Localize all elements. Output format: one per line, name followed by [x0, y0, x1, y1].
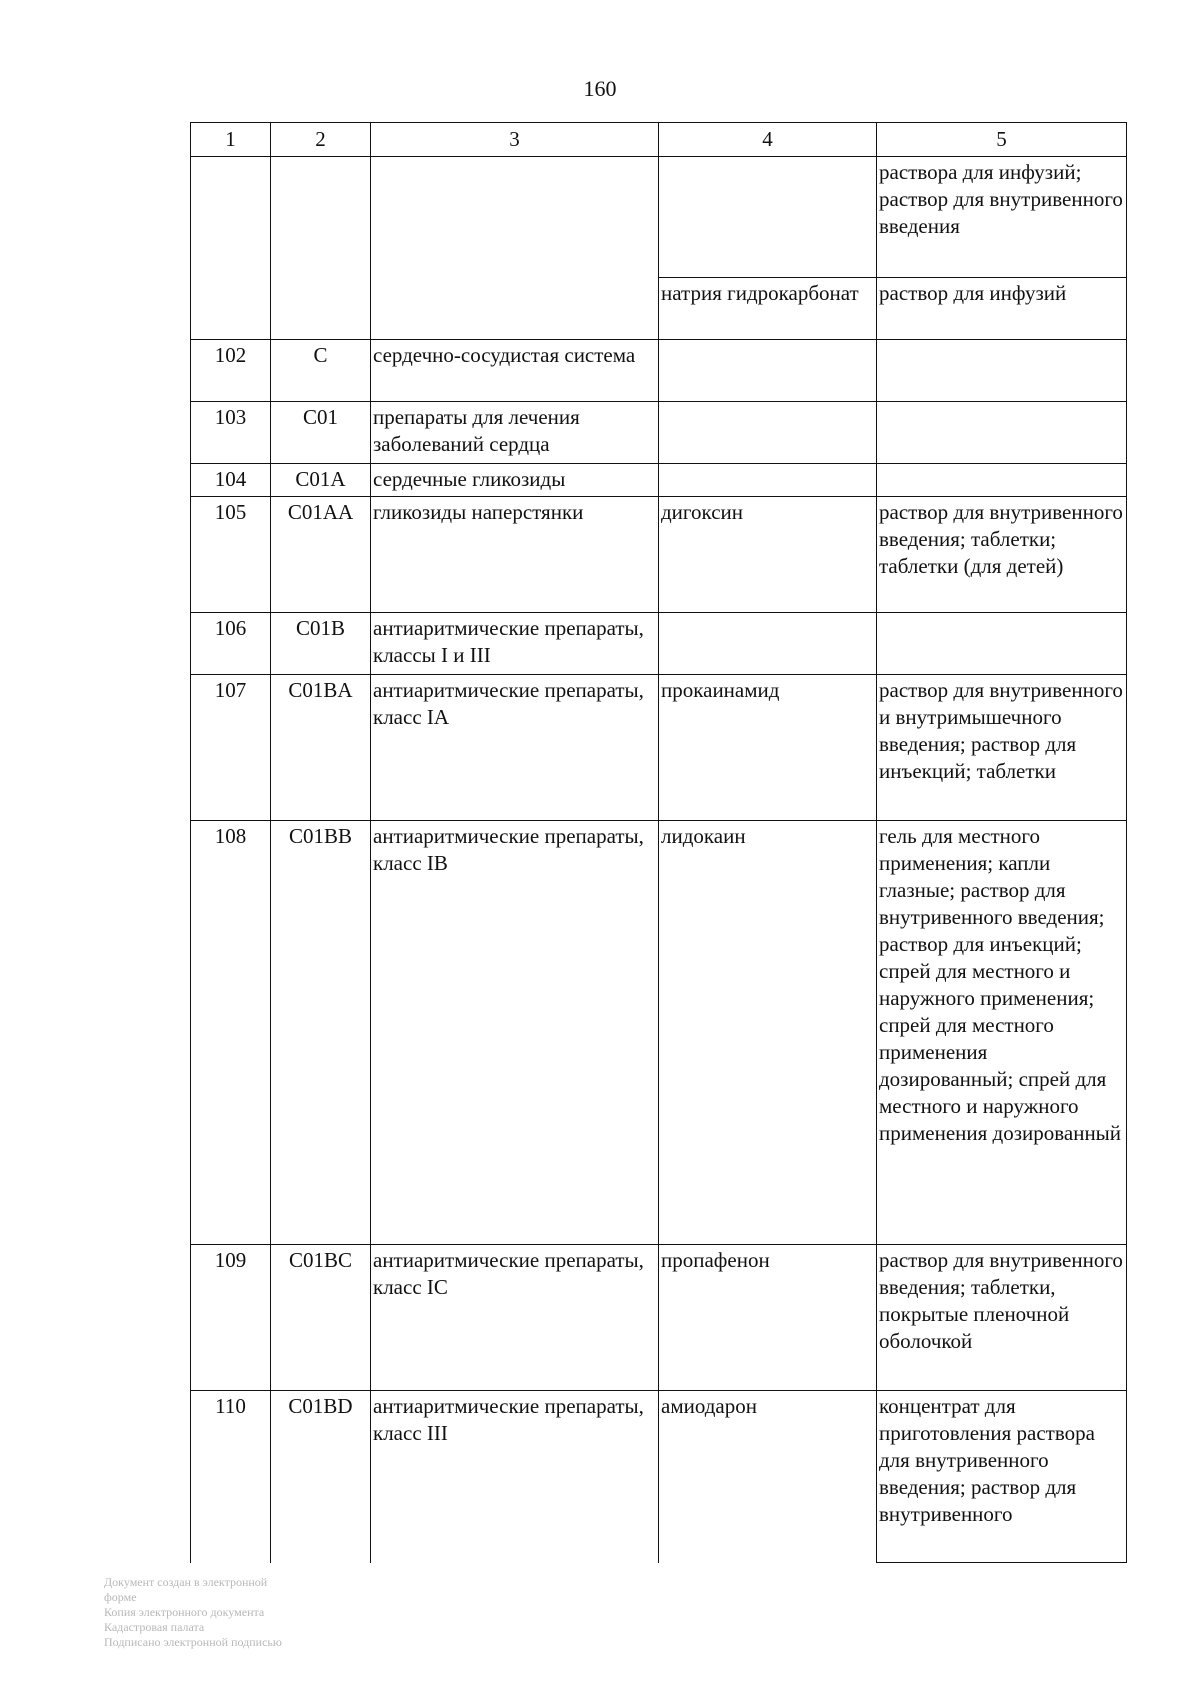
header-cell: 4 — [659, 123, 877, 157]
drug-name: дигоксин — [659, 497, 877, 613]
atc-code: C01BA — [271, 675, 371, 821]
drug-name: натрия гидрокарбонат — [659, 278, 877, 340]
group-name: антиаритмические препараты, класс IA — [371, 675, 659, 821]
table-row — [191, 402, 1127, 464]
table-row — [191, 1245, 1127, 1391]
group-name: сердечно-сосудистая система — [371, 340, 659, 402]
dosage-form: гель для местного применения; капли глазные; раствор для внутривенного введения; раствор для инъекций; спрей для местного и наружного применения; спрей для местного применения дозированный; спрей для местного и наружного применения дозированный — [877, 821, 1127, 1245]
atc-code — [271, 157, 371, 340]
dosage-form: раствора для инфузий; раствор для внутривенного введения — [877, 157, 1127, 278]
header-cell: 2 — [271, 123, 371, 157]
group-name: сердечные гликозиды — [371, 464, 659, 497]
table-row — [191, 1391, 1127, 1563]
table-row — [191, 157, 1127, 278]
table-row — [191, 340, 1127, 402]
row-number: 103 — [191, 402, 271, 464]
row-number: 109 — [191, 1245, 271, 1391]
table-row — [191, 821, 1127, 1245]
drug-name — [659, 464, 877, 497]
atc-code: C — [271, 340, 371, 402]
stamp-line: Документ создан в электронной форме — [104, 1575, 268, 1604]
stamp-line: Копия электронного документа — [104, 1605, 265, 1619]
group-name — [371, 157, 659, 340]
dosage-form: раствор для внутривенного введения; таблетки; таблетки (для детей) — [877, 497, 1127, 613]
header-row — [191, 123, 1127, 157]
stamp-line: Кадастровая палата — [104, 1620, 205, 1634]
table-row — [191, 497, 1127, 613]
drug-name: амиодарон — [659, 1391, 877, 1563]
atc-code: C01AA — [271, 497, 371, 613]
dosage-form — [877, 464, 1127, 497]
table-row — [191, 613, 1127, 675]
dosage-form: концентрат для приготовления раствора для внутривенного введения; раствор для внутривенного — [877, 1391, 1127, 1563]
page-number-text: 160 — [583, 76, 617, 101]
group-name: антиаритмические препараты, классы I и III — [371, 613, 659, 675]
dosage-form — [877, 340, 1127, 402]
drug-name — [659, 402, 877, 464]
dosage-form — [877, 613, 1127, 675]
header-cell: 1 — [191, 123, 271, 157]
dosage-form: раствор для внутривенного введения; таблетки, покрытые пленочной оболочкой — [877, 1245, 1127, 1391]
dosage-form: раствор для внутривенного и внутримышечного введения; раствор для инъекций; таблетки — [877, 675, 1127, 821]
page-number — [0, 76, 1200, 102]
faded-stamp — [104, 1575, 294, 1655]
group-name: гликозиды наперстянки — [371, 497, 659, 613]
stamp-line: Подписано электронной подписью — [104, 1635, 282, 1649]
atc-code: C01A — [271, 464, 371, 497]
drug-name: прокаинамид — [659, 675, 877, 821]
header-cell: 5 — [877, 123, 1127, 157]
header-cell: 3 — [371, 123, 659, 157]
row-number: 107 — [191, 675, 271, 821]
row-number — [191, 157, 271, 340]
atc-code: C01 — [271, 402, 371, 464]
group-name: препараты для лечения заболеваний сердца — [371, 402, 659, 464]
drug-name: пропафенон — [659, 1245, 877, 1391]
drug-name: лидокаин — [659, 821, 877, 1245]
group-name: антиаритмические препараты, класс IC — [371, 1245, 659, 1391]
drug-name — [659, 613, 877, 675]
atc-code: C01BD — [271, 1391, 371, 1563]
row-number: 102 — [191, 340, 271, 402]
row-number: 106 — [191, 613, 271, 675]
table-row — [191, 464, 1127, 497]
row-number: 104 — [191, 464, 271, 497]
dosage-form — [877, 402, 1127, 464]
table-row — [191, 675, 1127, 821]
drug-name — [659, 157, 877, 278]
row-number: 108 — [191, 821, 271, 1245]
atc-code: C01BC — [271, 1245, 371, 1391]
row-number: 110 — [191, 1391, 271, 1563]
atc-code: C01BB — [271, 821, 371, 1245]
dosage-form: раствор для инфузий — [877, 278, 1127, 340]
group-name: антиаритмические препараты, класс III — [371, 1391, 659, 1563]
row-number: 105 — [191, 497, 271, 613]
atc-code: C01B — [271, 613, 371, 675]
drug-table — [190, 122, 1127, 1563]
group-name: антиаритмические препараты, класс IB — [371, 821, 659, 1245]
drug-name — [659, 340, 877, 402]
